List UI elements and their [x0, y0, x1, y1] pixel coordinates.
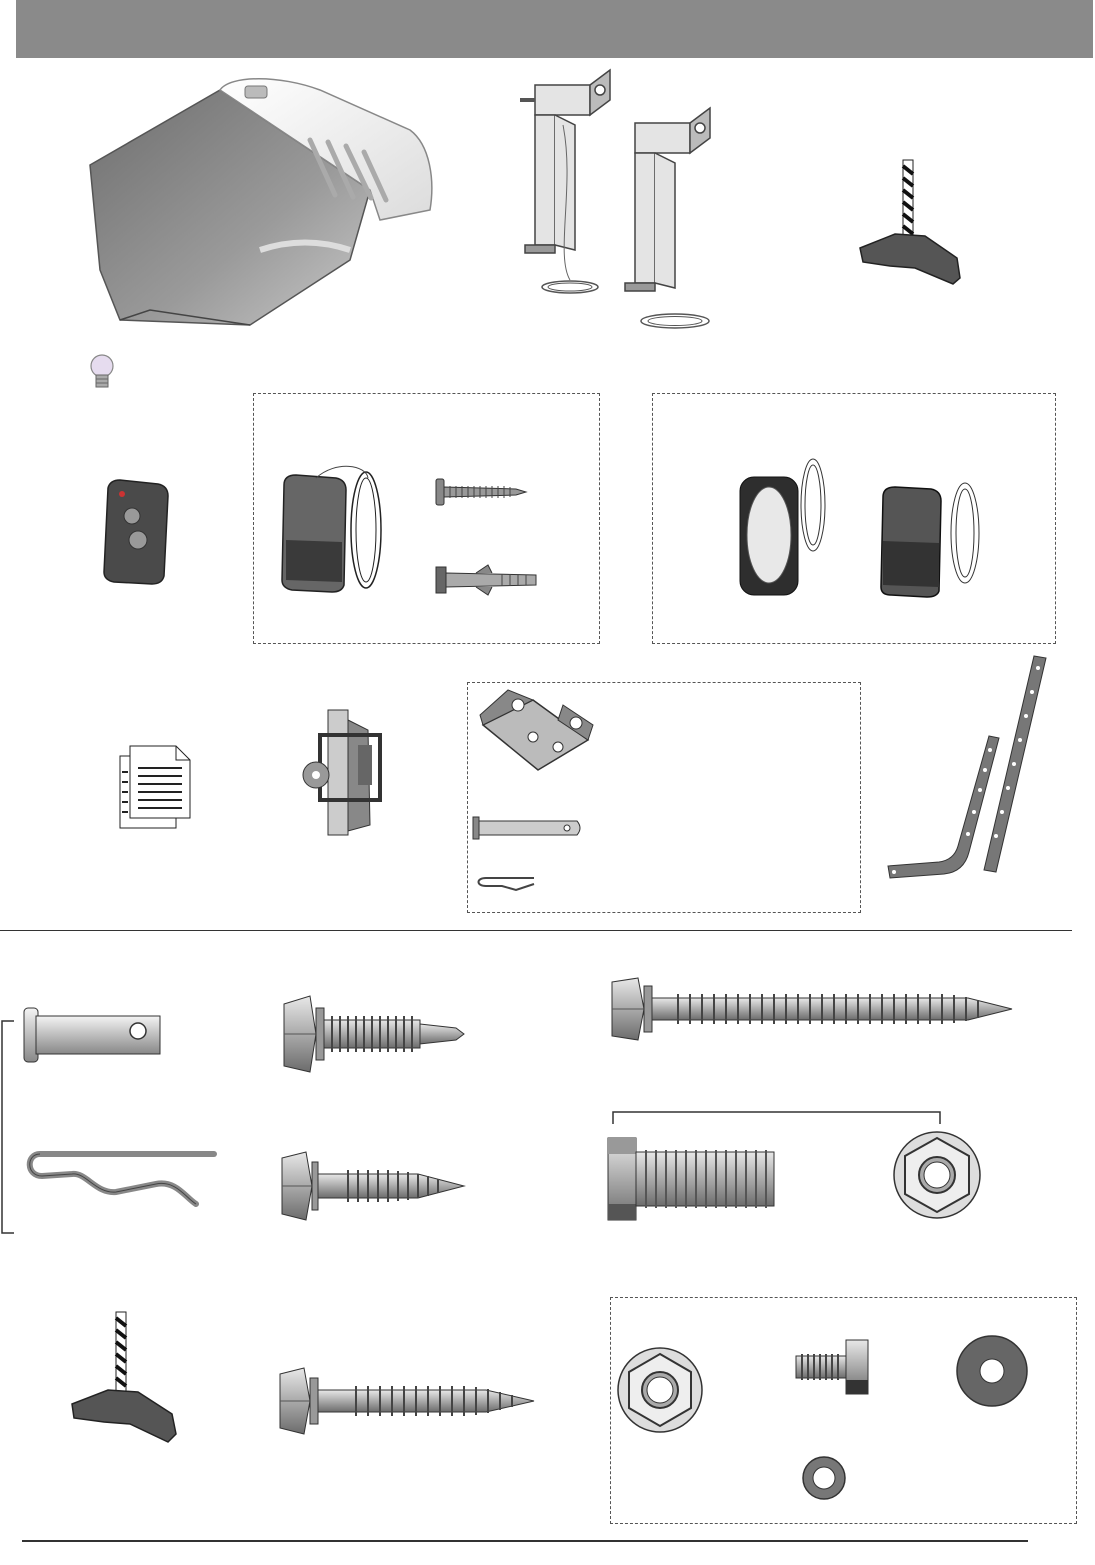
lag-screw-icon [278, 1150, 468, 1222]
trolley-icon [298, 705, 398, 840]
door-bracket-icon [478, 685, 603, 775]
emergency-release-handle-icon [855, 158, 965, 290]
lock-washer-icon [800, 1454, 848, 1502]
clevis-pin-small-icon [473, 815, 585, 841]
documents-icon [118, 742, 198, 832]
kit-flange-nut-icon [616, 1346, 704, 1434]
hair-pin-clip-icon [26, 1148, 218, 1210]
pin-group-bracket [0, 1020, 16, 1235]
long-lag-screw-icon [608, 976, 1014, 1042]
clevis-pin-icon [22, 1006, 164, 1064]
hair-pin-small-icon [476, 870, 538, 894]
hex-bolt-icon [606, 1136, 778, 1222]
wall-anchor-icon [436, 563, 540, 597]
screw-icon [436, 477, 528, 507]
section-divider [0, 930, 1072, 931]
header-bar [16, 0, 1093, 58]
wall-button-icon[interactable] [276, 470, 386, 600]
remote-transmitter-icon[interactable] [100, 478, 172, 588]
safety-sensor-pair-icon [735, 455, 995, 600]
rail-bracket-pair-icon [515, 65, 730, 335]
door-arm-icon [884, 652, 1069, 882]
washer-icon [955, 1334, 1029, 1408]
garage-opener-unit-icon [80, 70, 440, 330]
light-bulb-icon [88, 352, 118, 394]
flange-nut-icon [892, 1130, 982, 1220]
self-drilling-screw-icon [280, 994, 466, 1076]
lag-screw-long-icon [276, 1366, 538, 1436]
footer-rule [22, 1540, 1028, 1542]
bolt-nut-group-bracket [612, 1110, 942, 1126]
kit-hex-bolt-icon [792, 1338, 872, 1396]
release-handle-spare-icon [68, 1310, 180, 1446]
